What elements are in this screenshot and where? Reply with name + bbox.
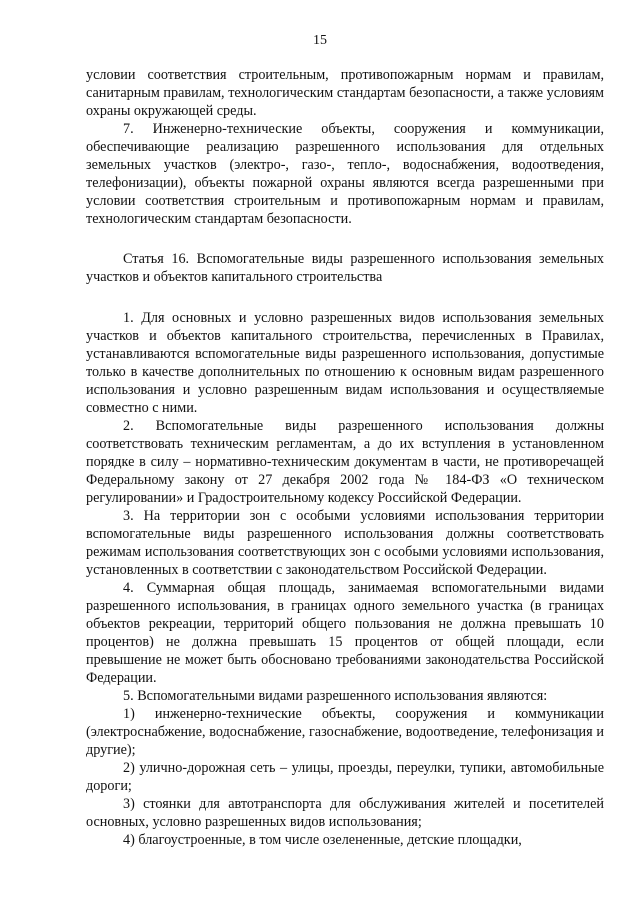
- article-16-heading: Статья 16. Вспомогательные виды разрешенного использования земельных участков и объектов капитального строительства: [86, 251, 604, 285]
- page-number: 15: [313, 33, 327, 48]
- paragraph-continuation: условии соответствия строительным, противопожарным нормам и правилам, санитарным правилам, технологическим стандартам безопасности, а также условиям охраны окружающей среды.: [86, 67, 604, 119]
- paragraph-item-7: 7. Инженерно-технические объекты, сооружения и коммуникации, обеспечивающие реализацию разрешенного использования для отдельных земельных участков (электро-, газо-, тепло-, водоснабжения, водоотведения, телефонизации), объекты пожарной охраны являются всегда разрешенными при условии соответствия строительным и противопожарным нормам и правилам, технологическим стандартам безопасности.: [86, 121, 604, 227]
- paragraph-item-3: 3. На территории зон с особыми условиями использования территории вспомогательные виды разрешенного использования должны соответствовать режимам использования соответствующих зон с особыми условиями использования, установленных в соответствии с законодательством Российской Федерации.: [86, 508, 604, 578]
- list-item-3: 3) стоянки для автотранспорта для обслуживания жителей и посетителей основных, условно разрешенных видов использования;: [86, 796, 604, 830]
- paragraph-item-4: 4. Суммарная общая площадь, занимаемая вспомогательными видами разрешенного использования, в границах одного земельного участка (в границах объектов рекреации, территорий общего пользования не должна превышать 10 процентов) не должна превышать 15 процентов от общей площади, если превышение не может быть обосновано требованиями законодательства Российской Федерации.: [86, 580, 604, 686]
- list-item-4: 4) благоустроенные, в том числе озелененные, детские площадки,: [123, 832, 522, 848]
- list-item-1: 1) инженерно-технические объекты, сооружения и коммуникации (электроснабжение, водоснабжение, газоснабжение, водоотведение, телефонизация и другие);: [86, 706, 604, 758]
- list-item-2: 2) улично-дорожная сеть – улицы, проезды, переулки, тупики, автомобильные дороги;: [86, 760, 604, 794]
- page-content: [86, 66, 604, 849]
- paragraph-item-1: 1. Для основных и условно разрешенных видов использования земельных участков и объектов капитального строительства, перечисленных в Правилах, устанавливаются вспомогательные виды разрешенного использования, допустимые только в качестве дополнительных по отношению к основным видам разрешенного использования и условно разрешенным видам использования и осуществляемые совместно с ними.: [86, 310, 604, 416]
- paragraph-item-5: 5. Вспомогательными видами разрешенного использования являются:: [123, 688, 548, 704]
- paragraph-item-2: 2. Вспомогательные виды разрешенного использования должны соответствовать техническим регламентам, а до их вступления в установленном порядке в силу – нормативно-техническим документам в части, не противоречащей Федеральному закону от 27 декабря 2002 года № 184-ФЗ «О техническом регулировании» и Градостроительному кодексу Российской Федерации.: [86, 418, 604, 506]
